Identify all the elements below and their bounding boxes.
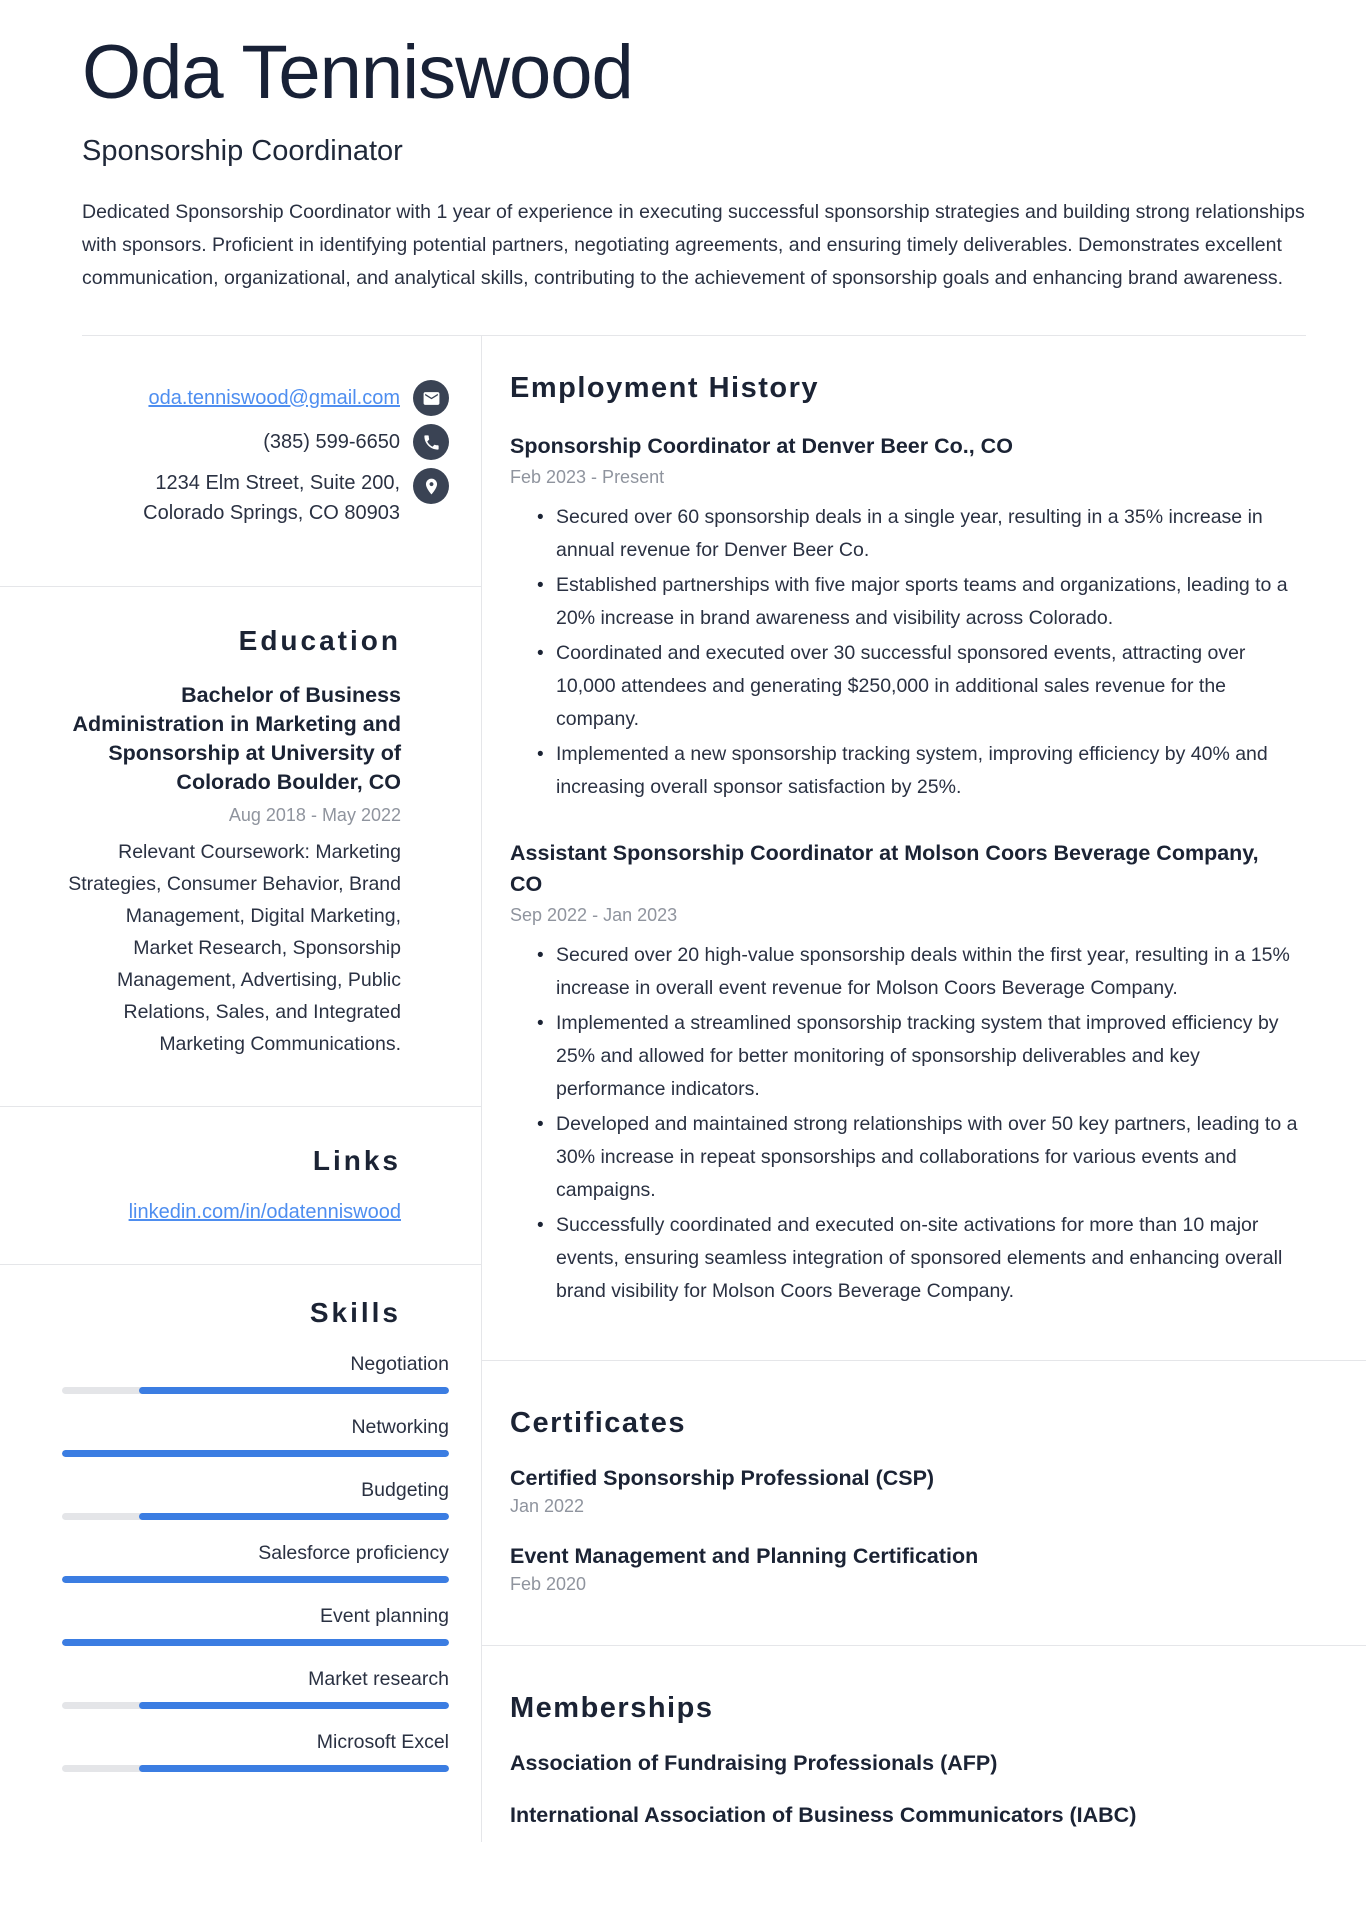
certificate-title: Event Management and Planning Certification xyxy=(510,1544,979,1569)
skill-label: Market research xyxy=(308,1668,449,1691)
job-entry-dates: Sep 2022 - Jan 2023 xyxy=(510,905,678,926)
skill-item xyxy=(62,1605,449,1646)
profile-summary: Dedicated Sponsorship Coordinator with 1 year of experience in executing successful sponsorship strategies and building strong relationships with sponsors. Proficient in identifying potential partners, negotiating agreements, and ensuring timely deliverables. Demonstrates excellent communication, organizational, and analytical skills, contributing to the achievement of sponsorship goals and enhancing brand awareness. xyxy=(82,201,1305,290)
bullet-item: • Implemented a streamlined sponsorship tracking system that improved efficiency by 25% and allowed for better monitoring of sponsorship deliverables and key performance indicators. xyxy=(556,1007,1308,1106)
bullet-item: • Secured over 60 sponsorship deals in a single year, resulting in a 35% increase in annual revenue for Denver Beer Co. xyxy=(556,501,1308,567)
skill-label: Networking xyxy=(351,1416,449,1439)
bullet-item: • Successfully coordinated and executed on-site activations for more than 10 major events, ensuring seamless integration of sponsored elements and enhancing overall brand visibility for Molson Coors Beverage Company. xyxy=(556,1209,1308,1308)
certificate-date: Jan 2022 xyxy=(510,1496,585,1517)
skills-section xyxy=(0,1264,481,1840)
memberships-section xyxy=(482,1645,1366,1878)
memberships-heading: Memberships xyxy=(510,1692,714,1725)
education-dates: Aug 2018 - May 2022 xyxy=(228,805,401,826)
contact-section xyxy=(0,336,481,586)
skill-label: Microsoft Excel xyxy=(316,1731,449,1754)
job-bullet-list xyxy=(510,501,1308,804)
skill-progress-bar xyxy=(62,1639,449,1646)
certificate-entry xyxy=(510,1466,1308,1517)
skill-progress-fill xyxy=(139,1513,449,1520)
links-heading: Links xyxy=(312,1145,401,1177)
two-column-layout xyxy=(0,336,1366,1842)
skill-progress-fill xyxy=(139,1765,449,1772)
skill-item xyxy=(62,1353,449,1394)
phone-icon xyxy=(413,424,449,460)
skill-progress-fill xyxy=(62,1576,449,1583)
job-entry-dates: Feb 2023 - Present xyxy=(510,467,665,488)
education-coursework: Relevant Coursework: Marketing Strategies, Consumer Behavior, Brand Management, Digital Marketing, Market Research, Sponsorship Management, Advertising, Public Relations, Sales, and Integrated Marketing Communications. xyxy=(68,841,401,1056)
skill-progress-bar xyxy=(62,1450,449,1457)
sidebar xyxy=(0,336,482,1842)
certificate-entry xyxy=(510,1544,1308,1595)
skills-heading: Skills xyxy=(309,1297,401,1329)
main-column xyxy=(482,336,1366,1842)
bullet-item: • Developed and maintained strong relationships with over 50 key partners, leading to a 30% increase in repeat sponsorships and collaborations for various events and campaigns. xyxy=(556,1108,1308,1207)
employment-heading: Employment History xyxy=(510,372,819,405)
skill-label: Event planning xyxy=(319,1605,449,1628)
location-icon xyxy=(413,468,449,504)
email-link[interactable]: oda.tenniswood@gmail.com xyxy=(148,386,400,409)
skill-item xyxy=(62,1479,449,1520)
skill-label: Salesforce proficiency xyxy=(258,1542,449,1565)
phone-number: (385) 599-6650 xyxy=(263,430,400,453)
contact-row-email xyxy=(62,380,449,416)
skill-progress-bar xyxy=(62,1765,449,1772)
job-bullet-list xyxy=(510,939,1308,1308)
job-entry-title: Assistant Sponsorship Coordinator at Molson Coors Beverage Company, CO xyxy=(510,841,1259,897)
job-title: Sponsorship Coordinator xyxy=(82,135,403,168)
email-icon xyxy=(413,380,449,416)
address-text xyxy=(143,468,400,528)
membership-entry: Association of Fundraising Professionals (AFP) xyxy=(510,1751,998,1776)
linkedin-link[interactable]: linkedin.com/in/odatenniswood xyxy=(128,1201,401,1224)
skill-progress-bar xyxy=(62,1387,449,1394)
education-heading: Education xyxy=(238,625,401,657)
links-section xyxy=(0,1106,481,1264)
skill-progress-bar xyxy=(62,1513,449,1520)
skill-progress-fill xyxy=(62,1639,449,1646)
contact-row-phone xyxy=(62,424,449,460)
job-entry-title: Sponsorship Coordinator at Denver Beer Co., CO xyxy=(510,434,1013,459)
skill-label: Budgeting xyxy=(361,1479,449,1502)
job-entry xyxy=(510,838,1308,1308)
bullet-item: • Established partnerships with five major sports teams and organizations, leading to a 20% increase in brand awareness and visibility across Colorado. xyxy=(556,569,1308,635)
skill-progress-fill xyxy=(139,1387,449,1394)
skill-label: Negotiation xyxy=(350,1353,449,1376)
certificates-heading: Certificates xyxy=(510,1407,686,1440)
certificate-date: Feb 2020 xyxy=(510,1574,587,1595)
skill-progress-fill xyxy=(62,1450,449,1457)
address-line-1: 1234 Elm Street, Suite 200, xyxy=(155,472,400,495)
job-entry xyxy=(510,431,1308,804)
bullet-item: • Secured over 20 high-value sponsorship deals within the first year, resulting in a 15% increase in overall event revenue for Molson Coors Beverage Company. xyxy=(556,939,1308,1005)
education-section xyxy=(0,586,481,1106)
skill-progress-fill xyxy=(139,1702,449,1709)
contact-row-address xyxy=(62,468,449,528)
membership-entry: International Association of Business Communicators (IABC) xyxy=(510,1803,1137,1828)
employment-section xyxy=(482,336,1366,1360)
skill-progress-bar xyxy=(62,1702,449,1709)
skill-progress-bar xyxy=(62,1576,449,1583)
address-line-2: Colorado Springs, CO 80903 xyxy=(143,502,400,525)
bullet-item: • Coordinated and executed over 30 successful sponsored events, attracting over 10,000 attendees and generating $250,000 in additional sales revenue for the company. xyxy=(556,637,1308,736)
skill-item xyxy=(62,1731,449,1772)
skill-item xyxy=(62,1416,449,1457)
education-degree: Bachelor of Business Administration in Marketing and Sponsorship at University of Colorado Boulder, CO xyxy=(72,683,401,795)
resume-header xyxy=(0,0,1366,336)
person-name: Oda Tenniswood xyxy=(82,30,633,115)
skill-item xyxy=(62,1542,449,1583)
skill-item xyxy=(62,1668,449,1709)
bullet-item: • Implemented a new sponsorship tracking system, improving efficiency by 40% and increasing overall sponsor satisfaction by 25%. xyxy=(556,738,1308,804)
certificates-section xyxy=(482,1360,1366,1645)
certificate-title: Certified Sponsorship Professional (CSP) xyxy=(510,1466,935,1491)
